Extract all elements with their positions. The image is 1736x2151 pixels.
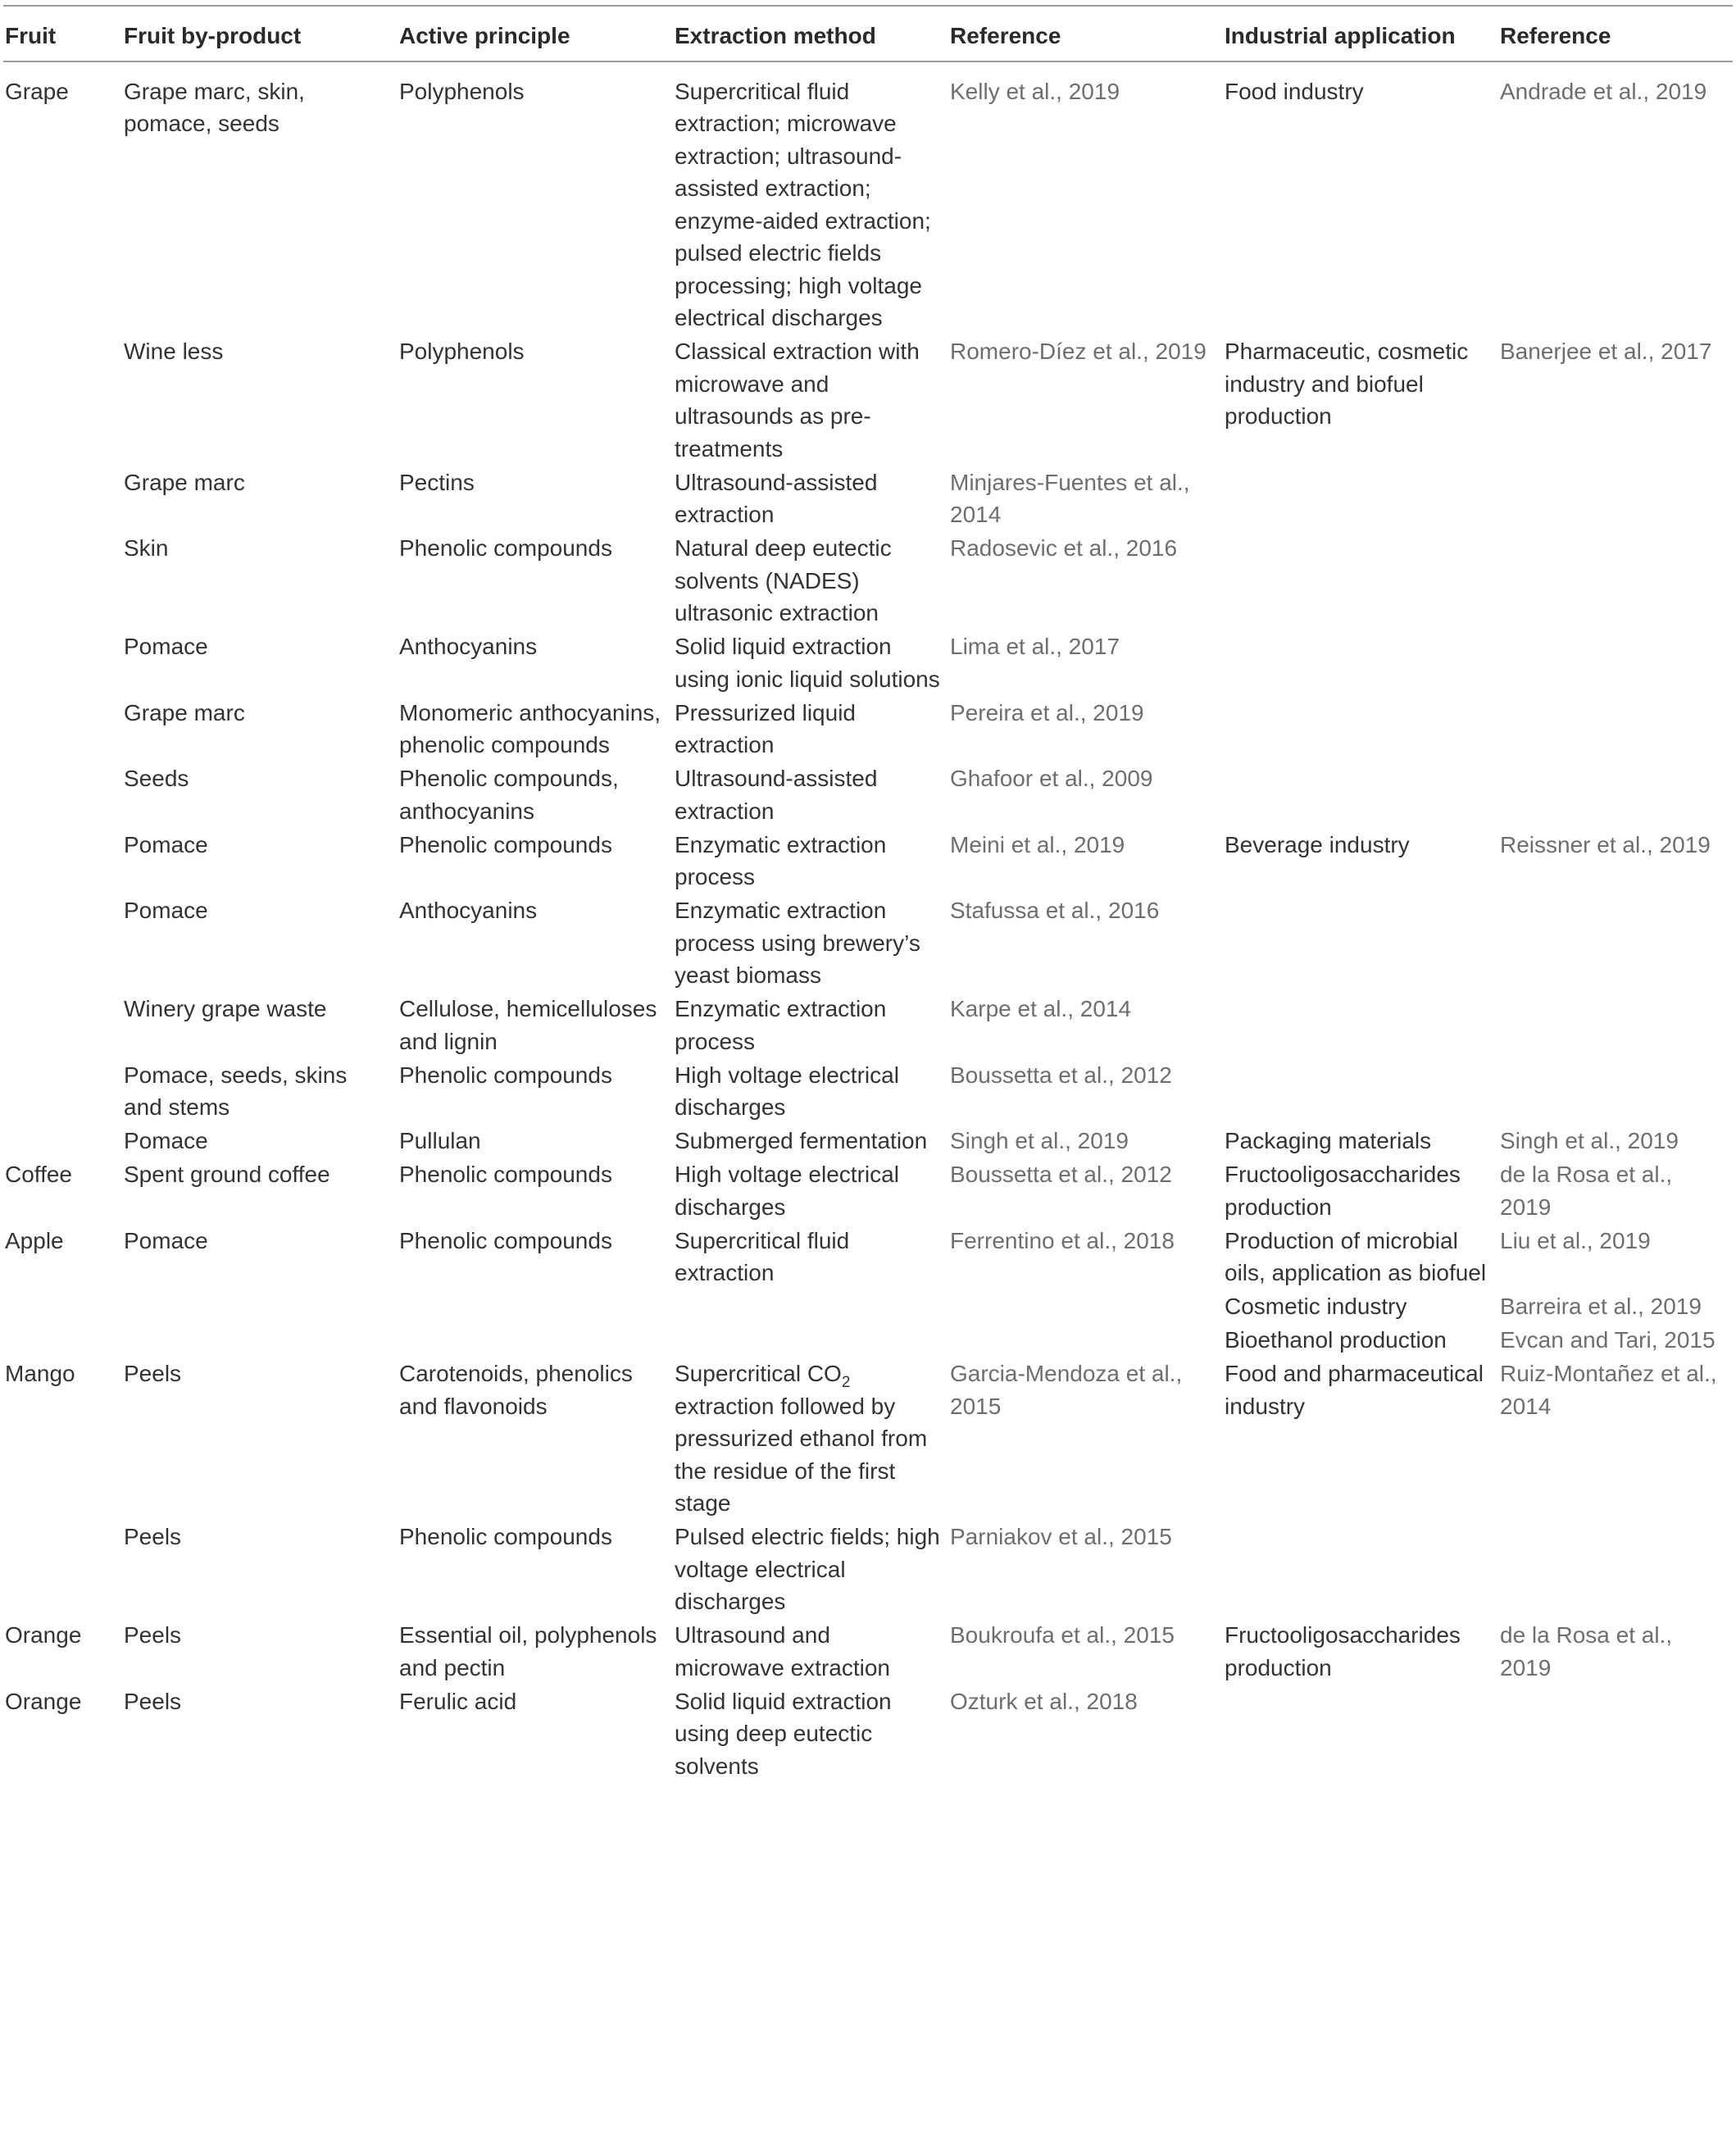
table-row	[3, 1290, 1733, 1324]
cell-app-reference	[1498, 532, 1733, 630]
cell-app-reference: Barreira et al., 2019	[1500, 1294, 1702, 1319]
cell-fruit: Apple	[5, 1227, 64, 1253]
cell-byproduct: Grape marc, skin, pomace, seeds	[124, 78, 305, 136]
cell-fruit	[3, 762, 122, 829]
header-extraction-method: Extraction method	[675, 23, 876, 48]
cell-reference: Kelly et al., 2019	[950, 78, 1120, 104]
cell-method: Submerged fermentation	[675, 1128, 928, 1153]
cell-application: Bioethanol production	[1225, 1327, 1447, 1353]
header-application-reference: Reference	[1500, 23, 1611, 48]
cell-method: Solid liquid extraction using ionic liquid solutions	[675, 634, 940, 692]
table-row	[3, 1619, 1733, 1685]
cell-app-reference: Reissner et al., 2019	[1500, 831, 1711, 857]
cell-method: Classical extraction with microwave and ultrasounds as pre-treatments	[675, 339, 920, 462]
header-row	[3, 6, 1733, 61]
cell-app-reference	[1498, 1521, 1733, 1619]
cell-byproduct: Peels	[124, 1688, 182, 1714]
cell-fruit	[3, 1324, 122, 1357]
cell-reference: Minjares-Fuentes et al., 2014	[950, 469, 1190, 527]
cell-app-reference: Evcan and Tari, 2015	[1500, 1327, 1716, 1353]
cell-principle: Phenolic compounds	[399, 831, 612, 857]
table-body	[3, 61, 1733, 1784]
cell-app-reference: de la Rosa et al., 2019	[1500, 1162, 1673, 1220]
cell-application: Packaging materials	[1225, 1128, 1432, 1153]
cell-byproduct: Pomace	[124, 634, 208, 659]
cell-fruit: Grape	[5, 78, 69, 104]
table-row	[3, 532, 1733, 630]
cell-principle: Anthocyanins	[399, 634, 538, 659]
cell-reference: Radosevic et al., 2016	[950, 535, 1178, 561]
cell-byproduct: Peels	[124, 1361, 182, 1386]
cell-reference: Ghafoor et al., 2009	[950, 766, 1153, 791]
cell-application	[1223, 532, 1498, 630]
co2-subscript: 2	[841, 1374, 851, 1391]
extraction-table	[3, 5, 1733, 1784]
cell-method	[673, 1324, 948, 1357]
cell-method: High voltage electrical discharges	[675, 1162, 899, 1220]
cell-app-reference: Andrade et al., 2019	[1500, 78, 1707, 104]
cell-reference: Lima et al., 2017	[950, 634, 1120, 659]
cell-byproduct: Skin	[124, 535, 169, 561]
cell-reference: Meini et al., 2019	[950, 831, 1125, 857]
cell-byproduct: Pomace	[124, 898, 208, 923]
cell-application	[1223, 1521, 1498, 1619]
table-row	[3, 1685, 1733, 1784]
table-header	[3, 6, 1733, 61]
cell-principle: Phenolic compounds, anthocyanins	[399, 766, 619, 824]
cell-reference: Boussetta et al., 2012	[950, 1162, 1172, 1187]
cell-principle: Phenolic compounds	[399, 535, 612, 561]
cell-principle: Phenolic compounds	[399, 1062, 612, 1088]
cell-method: Supercritical fluid extraction; microwave extraction; ultrasound-assisted extraction; enzyme-aided extraction; pulsed electric fields processing; high voltage electrical discharges	[675, 78, 931, 330]
cell-reference: Pereira et al., 2019	[950, 699, 1144, 725]
cell-byproduct: Pomace, seeds, skins and stems	[124, 1062, 348, 1120]
cell-method: Ultrasound and microwave extraction	[675, 1622, 890, 1680]
cell-app-reference	[1498, 762, 1733, 829]
cell-method: Solid liquid extraction using deep eutectic solvents	[675, 1688, 892, 1779]
cell-reference: Parniakov et al., 2015	[950, 1524, 1172, 1549]
cell-principle: Pectins	[399, 469, 475, 495]
cell-fruit	[3, 1521, 122, 1619]
cell-fruit	[3, 1059, 122, 1126]
cell-principle: Polyphenols	[399, 339, 525, 364]
cell-principle: Cellulose, hemicelluloses and lignin	[399, 996, 657, 1054]
cell-principle: Pullulan	[399, 1128, 481, 1153]
table-row	[3, 1125, 1733, 1158]
cell-application: Food and pharmaceutical industry	[1225, 1361, 1484, 1419]
cell-reference: Ferrentino et al., 2018	[950, 1227, 1175, 1253]
cell-fruit	[3, 532, 122, 630]
cell-fruit: Coffee	[5, 1162, 72, 1187]
header-reference: Reference	[950, 23, 1061, 48]
cell-application: Cosmetic industry	[1225, 1294, 1407, 1319]
cell-byproduct	[122, 1324, 398, 1357]
table-row	[3, 762, 1733, 829]
cell-app-reference: de la Rosa et al., 2019	[1500, 1622, 1673, 1680]
cell-byproduct: Grape marc	[124, 699, 245, 725]
table-row	[3, 1158, 1733, 1225]
cell-application	[1223, 697, 1498, 763]
header-industrial-application: Industrial application	[1225, 23, 1456, 48]
cell-reference: Singh et al., 2019	[950, 1128, 1129, 1153]
cell-method: Supercritical fluid extraction	[675, 1227, 850, 1285]
cell-app-reference: Singh et al., 2019	[1500, 1128, 1679, 1153]
table-row	[3, 1521, 1733, 1619]
cell-byproduct: Pomace	[124, 1227, 208, 1253]
cell-reference: Garcia-Mendoza et al., 2015	[950, 1361, 1183, 1419]
cell-reference: Karpe et al., 2014	[950, 996, 1132, 1021]
cell-fruit	[3, 697, 122, 763]
cell-app-reference	[1498, 697, 1733, 763]
cell-application	[1223, 894, 1498, 993]
cell-principle	[398, 1324, 673, 1357]
cell-method: Enzymatic extraction process	[675, 996, 887, 1054]
cell-application	[1223, 630, 1498, 697]
cell-application: Production of microbial oils, application as biofuel	[1225, 1227, 1487, 1285]
method-text-post: extraction followed by pressurized ethanol from the residue of the first stage	[675, 1393, 928, 1516]
cell-method: Enzymatic extraction process	[675, 831, 887, 889]
cell-reference: Boukroufa et al., 2015	[950, 1622, 1175, 1648]
header-fruit: Fruit	[5, 23, 57, 48]
cell-fruit: Orange	[5, 1688, 82, 1714]
cell-byproduct: Seeds	[124, 766, 189, 791]
cell-byproduct: Spent ground coffee	[124, 1162, 330, 1187]
cell-principle: Anthocyanins	[399, 898, 538, 923]
cell-reference	[948, 1324, 1223, 1357]
cell-principle: Carotenoids, phenolics and flavonoids	[399, 1361, 633, 1419]
table-row	[3, 61, 1733, 336]
cell-reference	[948, 1290, 1223, 1324]
cell-principle: Phenolic compounds	[399, 1162, 612, 1187]
cell-method: Ultrasound-assisted extraction	[675, 766, 878, 824]
cell-method: Pressurized liquid extraction	[675, 699, 856, 757]
cell-principle: Phenolic compounds	[399, 1524, 612, 1549]
cell-method: Enzymatic extraction process using brewery’s yeast biomass	[675, 898, 920, 988]
cell-app-reference	[1498, 993, 1733, 1059]
cell-app-reference	[1498, 1059, 1733, 1126]
cell-principle	[398, 1290, 673, 1324]
cell-byproduct: Grape marc	[124, 469, 245, 495]
cell-reference: Romero-Díez et al., 2019	[950, 339, 1207, 364]
cell-fruit: Mango	[5, 1361, 75, 1386]
cell-application: Food industry	[1225, 78, 1364, 104]
cell-principle: Monomeric anthocyanins, phenolic compounds	[399, 699, 661, 757]
cell-fruit: Orange	[5, 1622, 82, 1648]
table-row	[3, 1225, 1733, 1291]
cell-app-reference: Ruiz-Montañez et al., 2014	[1500, 1361, 1717, 1419]
cell-method: Ultrasound-assisted extraction	[675, 469, 878, 527]
cell-principle: Essential oil, polyphenols and pectin	[399, 1622, 657, 1680]
cell-app-reference	[1498, 1685, 1733, 1784]
cell-method	[673, 1290, 948, 1324]
cell-method	[673, 1357, 948, 1521]
method-text-pre: Supercritical CO	[675, 1361, 842, 1386]
cell-application	[1223, 466, 1498, 533]
cell-app-reference: Liu et al., 2019	[1500, 1227, 1651, 1253]
header-active-principle: Active principle	[399, 23, 570, 48]
cell-application: Fructooligosaccharides production	[1225, 1162, 1461, 1220]
table-row	[3, 466, 1733, 533]
cell-application: Beverage industry	[1225, 831, 1410, 857]
cell-method: Natural deep eutectic solvents (NADES) ultrasonic extraction	[675, 535, 892, 625]
cell-byproduct: Pomace	[124, 831, 208, 857]
cell-principle: Polyphenols	[399, 78, 525, 104]
cell-application: Fructooligosaccharides production	[1225, 1622, 1461, 1680]
cell-app-reference	[1498, 630, 1733, 697]
cell-principle: Phenolic compounds	[399, 1227, 612, 1253]
cell-app-reference: Banerjee et al., 2017	[1500, 339, 1712, 364]
cell-fruit	[3, 466, 122, 533]
table-row	[3, 993, 1733, 1059]
cell-byproduct	[122, 1290, 398, 1324]
table-row	[3, 1324, 1733, 1357]
table-row	[3, 1059, 1733, 1126]
cell-app-reference	[1498, 894, 1733, 993]
cell-byproduct: Winery grape waste	[124, 996, 327, 1021]
cell-fruit	[3, 829, 122, 895]
cell-byproduct: Peels	[124, 1524, 182, 1549]
cell-fruit	[3, 993, 122, 1059]
cell-fruit	[3, 1290, 122, 1324]
table-row	[3, 894, 1733, 993]
cell-principle: Ferulic acid	[399, 1688, 517, 1714]
header-fruit-byproduct: Fruit by-product	[124, 23, 302, 48]
cell-application	[1223, 993, 1498, 1059]
cell-byproduct: Wine less	[124, 339, 224, 364]
cell-reference: Ozturk et al., 2018	[950, 1688, 1138, 1714]
cell-method: High voltage electrical discharges	[675, 1062, 899, 1120]
cell-application: Pharmaceutic, cosmetic industry and biofuel production	[1225, 339, 1469, 429]
cell-byproduct: Pomace	[124, 1128, 208, 1153]
cell-application	[1223, 762, 1498, 829]
cell-app-reference	[1498, 466, 1733, 533]
cell-reference: Stafussa et al., 2016	[950, 898, 1160, 923]
table-row	[3, 335, 1733, 466]
cell-fruit	[3, 1125, 122, 1158]
cell-application	[1223, 1685, 1498, 1784]
cell-fruit	[3, 335, 122, 466]
table-row	[3, 697, 1733, 763]
table-row	[3, 829, 1733, 895]
cell-fruit	[3, 630, 122, 697]
table-row	[3, 1357, 1733, 1521]
cell-reference: Boussetta et al., 2012	[950, 1062, 1172, 1088]
cell-fruit	[3, 894, 122, 993]
table-row	[3, 630, 1733, 697]
cell-application	[1223, 1059, 1498, 1126]
cell-method: Pulsed electric fields; high voltage electrical discharges	[675, 1524, 940, 1614]
cell-byproduct: Peels	[124, 1622, 182, 1648]
